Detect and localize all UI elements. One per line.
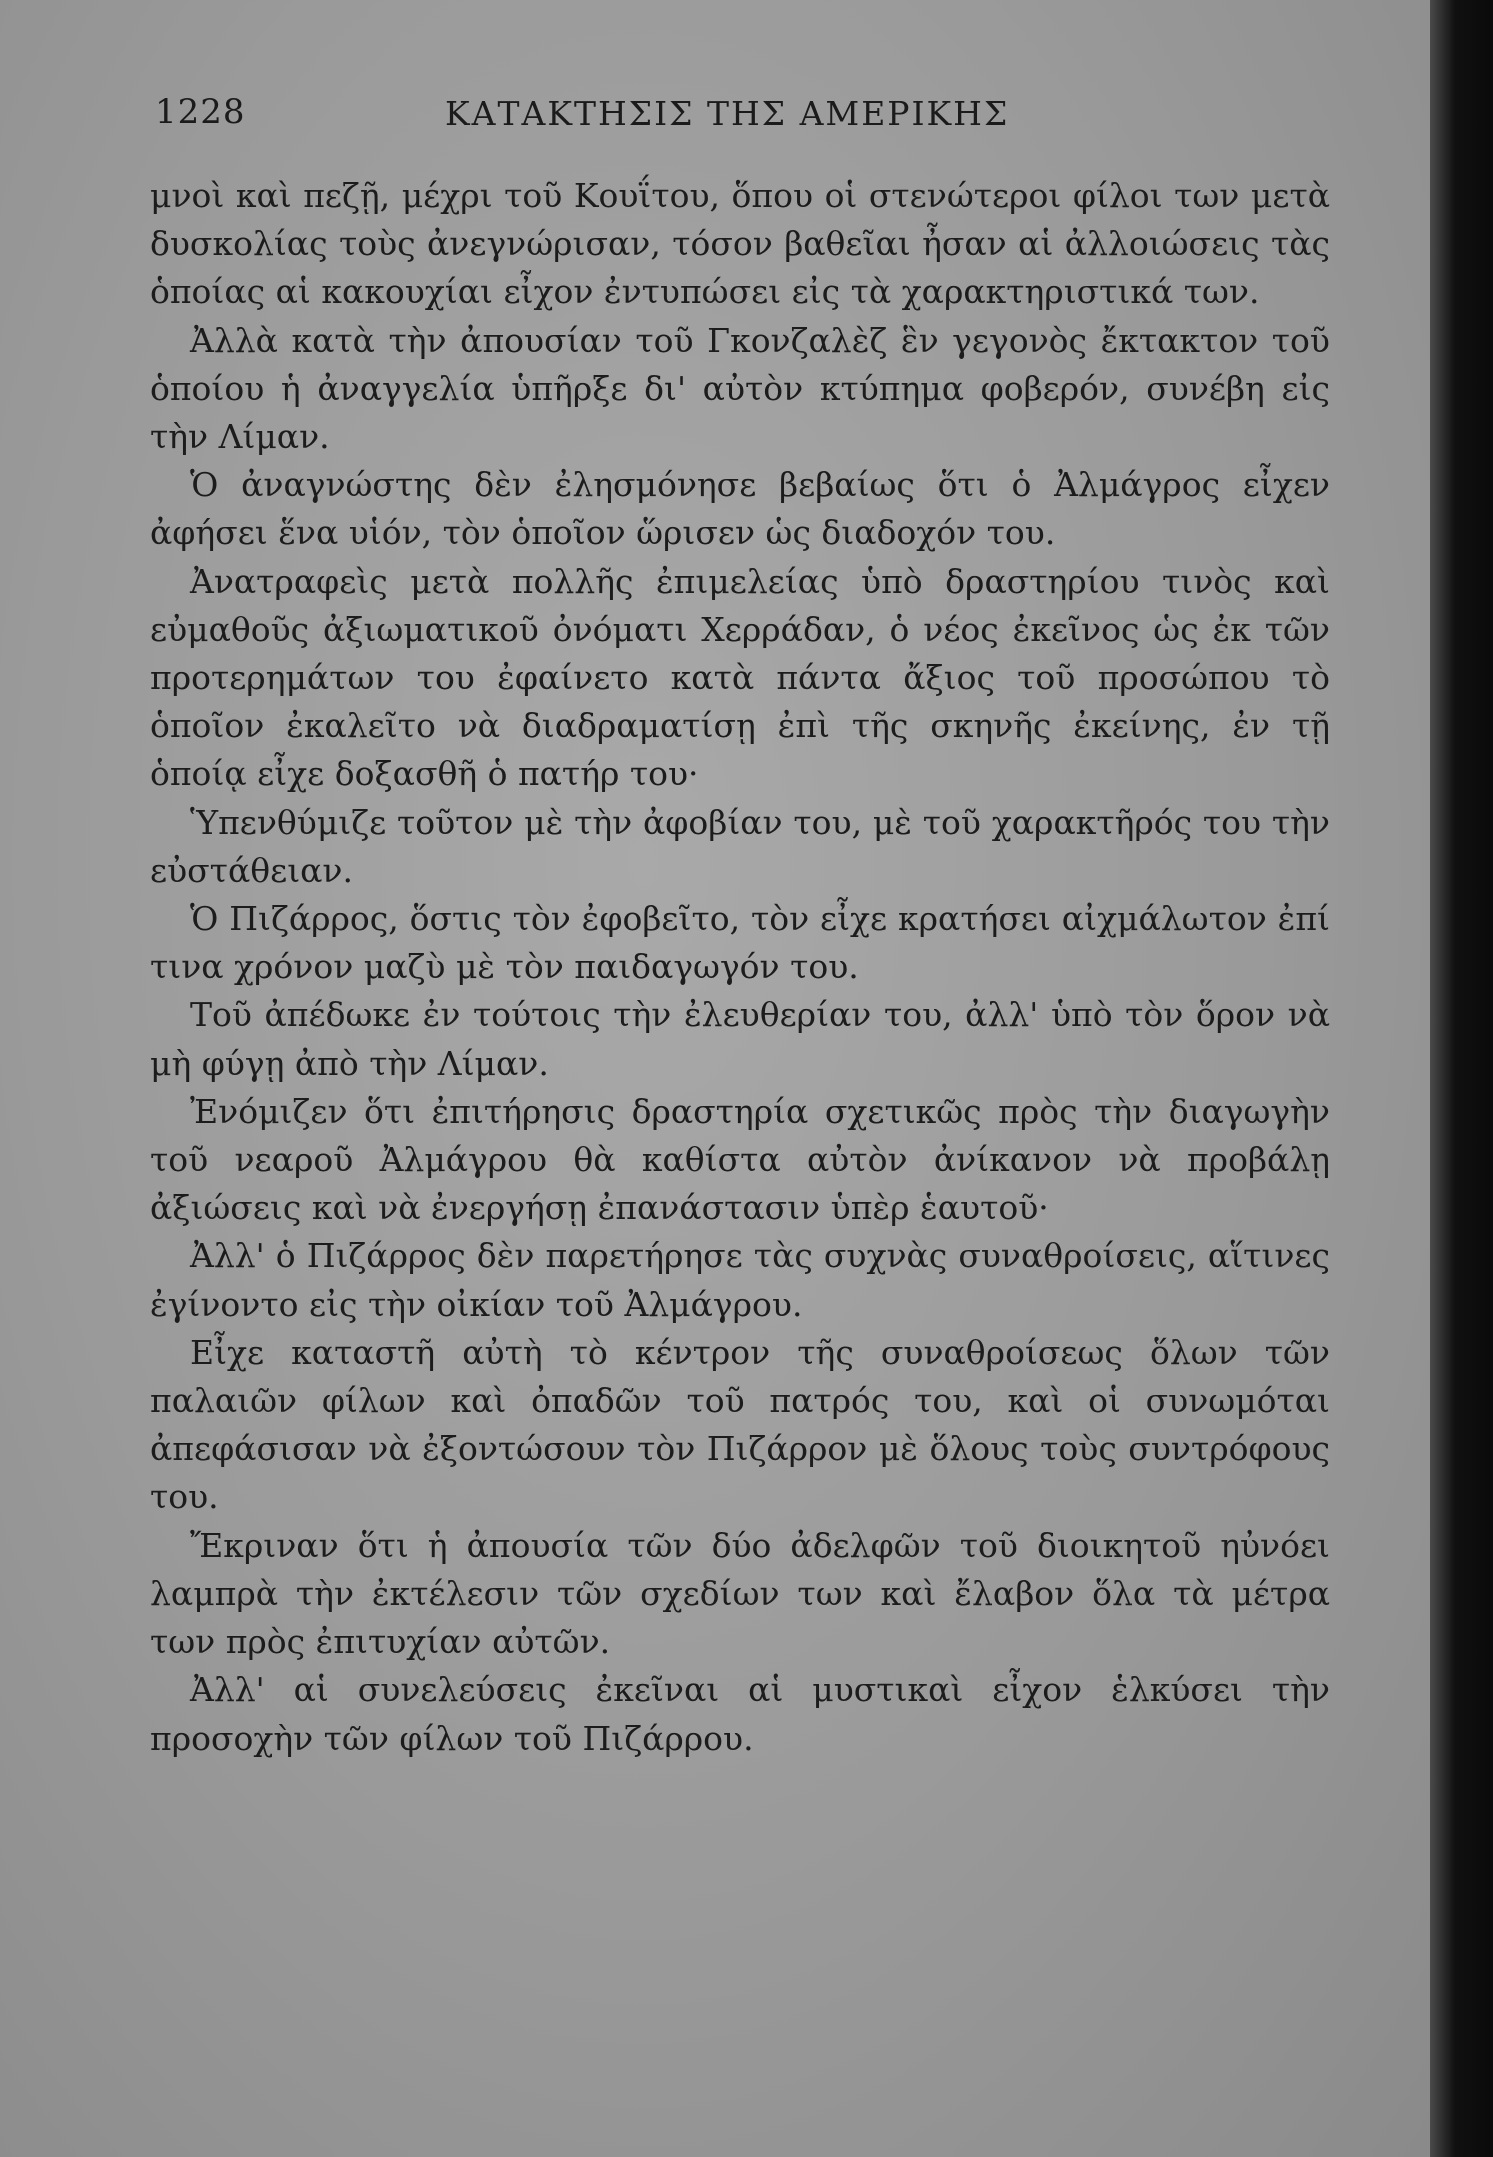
paragraph-9: Ἀλλ' ὁ Πιζάρρος δὲν παρετήρησε τὰς συχνὰς συναθροίσεις, αἵτινες ἐγίνοντο εἰς τὴν οἰκίαν τοῦ Ἀλμάγρου. bbox=[150, 1236, 1330, 1324]
paragraph-5: Ὑπενθύμιζε τοῦτον μὲ τὴν ἀφοβίαν του, μὲ τοῦ χαρακτῆρός του τὴν εὐστάθειαν. bbox=[150, 802, 1330, 890]
page-header bbox=[155, 92, 1335, 152]
paragraph-11: Ἔκριναν ὅτι ἡ ἀπουσία τῶν δύο ἀδελφῶν τοῦ διοικητοῦ ηὐνόει λαμπρὰ τὴν ἐκτέλεσιν τῶν σχεδίων των καὶ ἔλαβον ὅλα τὰ μέτρα των πρὸς ἐπιτυχίαν αὐτῶν. bbox=[150, 1525, 1330, 1662]
paragraph-6: Ὁ Πιζάρρος, ὅστις τὸν ἐφοβεῖτο, τὸν εἶχε κρατήσει αἰχμάλωτον ἐπί τινα χρόνον μαζὺ μὲ τὸν παιδαγωγόν του. bbox=[150, 899, 1330, 987]
paragraph-1: μνοὶ καὶ πεζῇ, μέχρι τοῦ Κουΐτου, ὅπου οἱ στενώτεροι φίλοι των μετὰ δυσκολίας τοὺς ἀνεγνώρισαν, τόσον βαθεῖαι ἦσαν αἱ ἀλλοιώσεις τὰς ὁποίας αἱ κακουχίαι εἶχον ἐντυπώσει εἰς τὰ χαρακτηριστικά των. bbox=[150, 176, 1330, 312]
running-title: ΚΑΤΑΚΤΗΣΙΣ ΤΗΣ ΑΜΕΡΙΚΗΣ bbox=[445, 94, 1010, 133]
paragraph-10: Εἶχε καταστῆ αὐτὴ τὸ κέντρον τῆς συναθροίσεως ὅλων τῶν παλαιῶν φίλων καὶ ὀπαδῶν τοῦ πατρός του, καὶ οἱ συνωμόται ἀπεφάσισαν νὰ ἐξοντώσουν τὸν Πιζάρρον μὲ ὅλους τοὺς συντρόφους του. bbox=[150, 1332, 1330, 1517]
paragraph-4: Ἀνατραφεὶς μετὰ πολλῆς ἐπιμελείας ὑπὸ δραστηρίου τινὸς καὶ εὐμαθοῦς ἀξιωματικοῦ ὀνόματι Χερράδαν, ὁ νέος ἐκεῖνος ὡς ἐκ τῶν προτερημάτων του ἐφαίνετο κατὰ πάντα ἄξιος τοῦ προσώπου τὸ ὁποῖον ἐκαλεῖτο νὰ διαδραματίσῃ ἐπὶ τῆς σκηνῆς ἐκείνης, ἐν τῇ ὁποίᾳ εἶχε δοξασθῆ ὁ πατήρ του· bbox=[150, 561, 1330, 794]
body-text bbox=[150, 172, 1330, 1763]
paragraph-8: Ἐνόμιζεν ὅτι ἐπιτήρησις δραστηρία σχετικῶς πρὸς τὴν διαγωγὴν τοῦ νεαροῦ Ἀλμάγρου θὰ καθίστα αὐτὸν ἀνίκανον νὰ προβάλῃ ἀξιώσεις καὶ νὰ ἐνεργήσῃ ἐπανάστασιν ὑπὲρ ἑαυτοῦ· bbox=[150, 1091, 1330, 1228]
paragraph-2: Ἀλλὰ κατὰ τὴν ἀπουσίαν τοῦ Γκονζαλὲζ ἓν γεγονὸς ἔκτακτον τοῦ ὁποίου ἡ ἀναγγελία ὑπῆρξε δι' αὐτὸν κτύπημα φοβερόν, συνέβη εἰς τὴν Λίμαν. bbox=[150, 320, 1330, 457]
page-number: 1228 bbox=[155, 92, 246, 132]
paragraph-3: Ὁ ἀναγνώστης δὲν ἐλησμόνησε βεβαίως ὅτι ὁ Ἀλμάγρος εἶχεν ἀφήσει ἕνα υἱόν, τὸν ὁποῖον ὥρισεν ὡς διαδοχόν του. bbox=[150, 465, 1330, 553]
paragraph-7: Τοῦ ἀπέδωκε ἐν τούτοις τὴν ἐλευθερίαν του, ἀλλ' ὑπὸ τὸν ὅρον νὰ μὴ φύγῃ ἀπὸ τὴν Λίμαν. bbox=[150, 995, 1330, 1083]
book-gutter-shadow bbox=[1430, 0, 1493, 2157]
paragraph-12: Ἀλλ' αἱ συνελεύσεις ἐκεῖναι αἱ μυστικαὶ εἶχον ἑλκύσει τὴν προσοχὴν τῶν φίλων τοῦ Πιζάρρου. bbox=[150, 1670, 1330, 1758]
